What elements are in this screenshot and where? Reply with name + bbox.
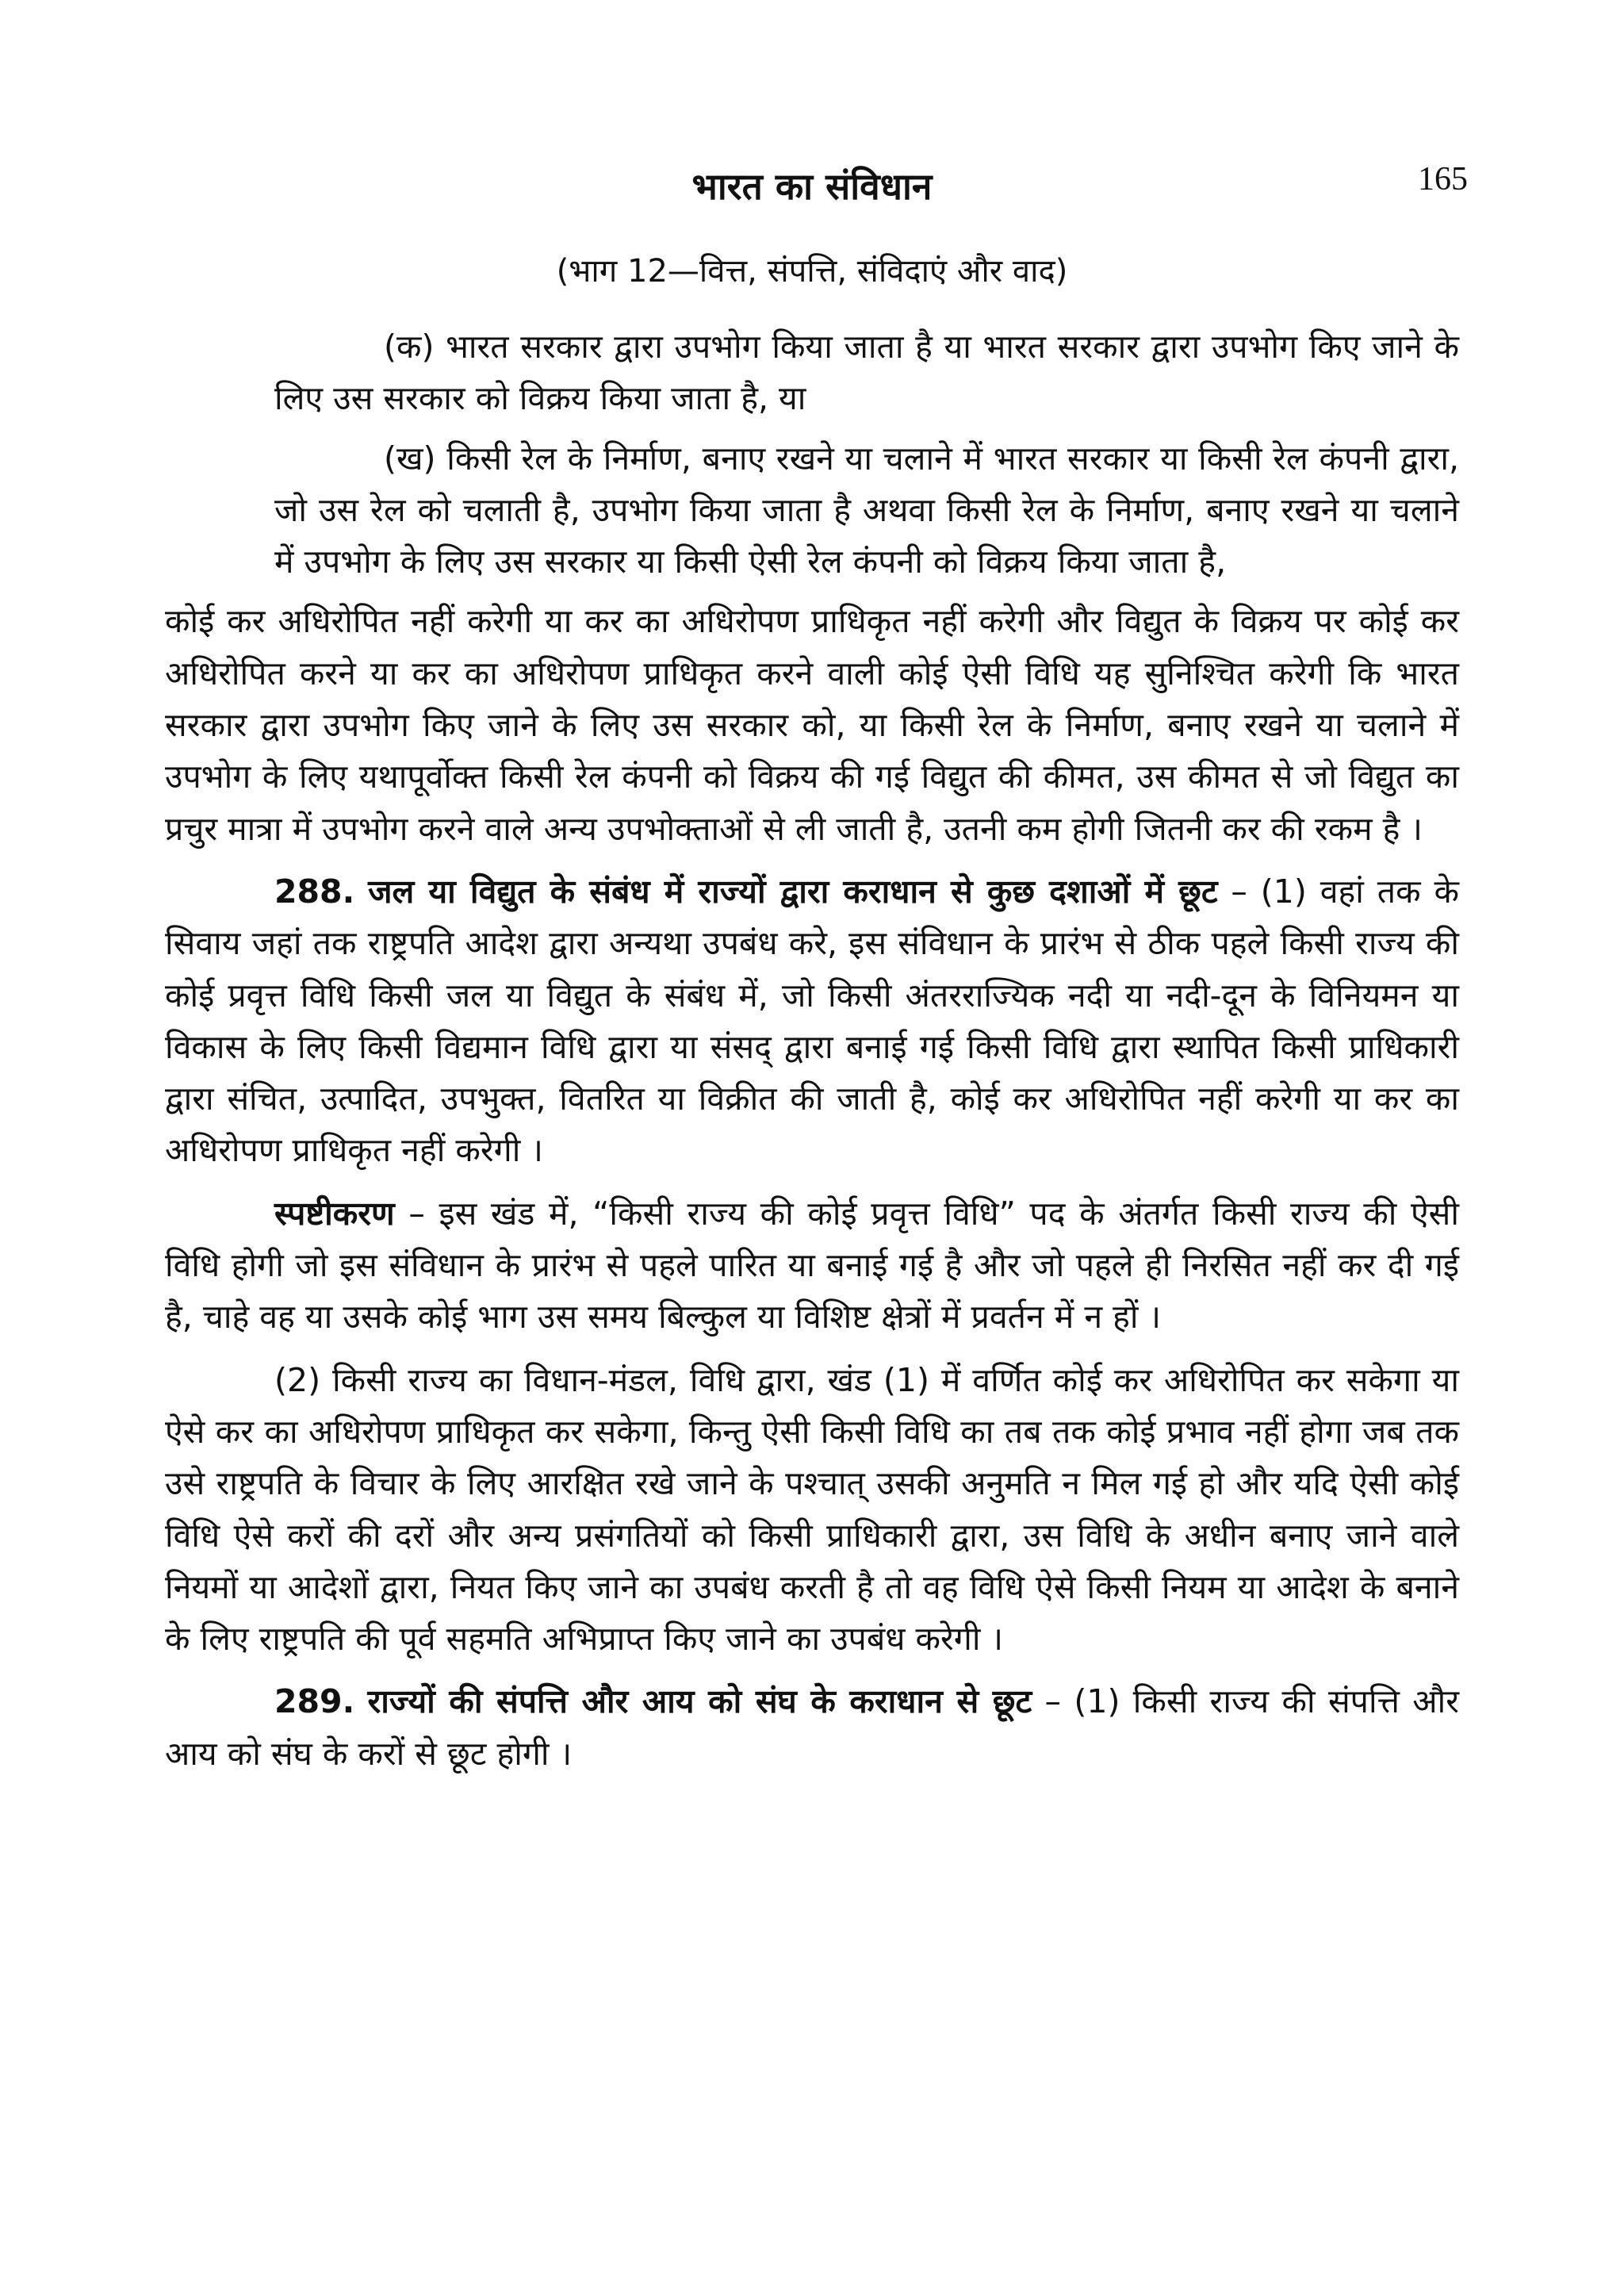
clause-ka: (क) भारत सरकार द्वारा उपभोग किया जाता है या भारत सरकार द्वारा उपभोग किए जाने के लिए उस सरकार को विक्रय किया जाता है, या xyxy=(274,328,1459,418)
page-number: 165 xyxy=(1418,161,1468,197)
clause-288-2: (2) किसी राज्य का विधान-मंडल, विधि द्वारा, खंड (1) में वर्णित कोई कर अधिरोपित कर सकेगा या ऐसे कर का अधिरोपण प्राधिकृत कर सकेगा, किन्तु ऐसी किसी विधि का तब तक कोई प्रभाव नहीं होगा जब तक उसे राष्ट्रपति के विचार के लिए आरक्षित रखे जाने के पश्चात् उसकी अनुमति न मिल गई हो और यदि ऐसी कोई विधि ऐसे करों की दरों और अन्य प्रसंगतियों को किसी प्राधिकारी द्वारा, उस विधि के अधीन बनाए जाने वाले नियमों या आदेशों द्वारा, नियत किए जाने का उपबंध करती है तो वह विधि ऐसे किसी नियम या आदेश के बनाने के लिए राष्ट्रपति की पूर्व सहमति अभिप्राप्त किए जाने का उपबंध करेगी । xyxy=(165,1360,1459,1659)
section-288-text: (1) वहां तक के सिवाय जहां तक राष्ट्रपति आदेश द्वारा अन्यथा उपबंध करे, इस संविधान के प्रारंभ से ठीक पहले किसी राज्य की कोई प्रवृत्त विधि किसी जल या विद्युत के संबंध में, जो किसी अंतरराज्यिक नदी या नदी-दून के विनियमन या विकास के लिए किसी विद्यमान विधि द्वारा या संसद् द्वारा बनाई गई किसी विधि द्वारा स्थापित किसी प्राधिकारी द्वारा संचित, उत्पादित, उपभुक्त, वितरित या विक्रीत की जाती है, कोई कर अधिरोपित नहीं करेगी या कर का अधिरोपण प्राधिकृत नहीं करेगी । xyxy=(165,872,1460,1170)
explanation-label: स्पष्टीकरण xyxy=(274,1194,395,1233)
section-288-number: 288. xyxy=(274,872,355,911)
continuation-paragraph: कोई कर अधिरोपित नहीं करेगी या कर का अधिरोपण प्राधिकृत नहीं करेगी और विद्युत के विक्रय पर कोई कर अधिरोपित करने या कर का अधिरोपण प्राधिकृत करने वाली कोई ऐसी विधि यह सुनिश्चित करेगी कि भारत सरकार द्वारा उपभोग किए जाने के लिए उस सरकार को, या किसी रेल के निर्माण, बनाए रखने या चलाने में उपभोग के लिए यथापूर्वोक्त किसी रेल कंपनी को विक्रय की गई विद्युत की कीमत, उस कीमत से जो विद्युत का प्रचुर मात्रा में उपभोग करने वाले अन्य उपभोक्ताओं से ली जाती है, उतनी कम होगी जितनी कर की रकम है । xyxy=(165,602,1459,848)
section-289 xyxy=(165,1676,1459,1780)
document-title: भारत का संविधान xyxy=(691,165,933,208)
section-289-title: राज्यों की संपत्ति और आय को संघ के कराधान से छूट xyxy=(367,1682,1032,1721)
explanation-text: इस खंड में, “किसी राज्य की कोई प्रवृत्त विधि” पद के अंतर्गत किसी राज्य की ऐसी विधि होगी जो इस संविधान के प्रारंभ से पहले पारित या बनाई गई है और जो पहले ही निरसित नहीं कर दी गई है, चाहे वह या उसके कोई भाग उस समय बिल्कुल या विशिष्ट क्षेत्रों में प्रवर्तन में न हों । xyxy=(165,1194,1459,1336)
clause-kha: (ख) किसी रेल के निर्माण, बनाए रखने या चलाने में भारत सरकार या किसी रेल कंपनी द्वारा, जो उस रेल को चलाती है, उपभोग किया जाता है अथवा किसी रेल के निर्माण, बनाए रखने या चलाने में उपभोग के लिए उस सरकार या किसी ऐसी रेल कंपनी को विक्रय किया जाता है, xyxy=(274,439,1459,581)
explanation-dash: – xyxy=(394,1194,439,1233)
section-288-title: जल या विद्युत के संबंध में राज्यों द्वारा कराधान से कुछ दशाओं में छूट xyxy=(368,872,1218,911)
document-body xyxy=(165,321,1459,1780)
section-289-text: (1) किसी राज्य की संपत्ति और आय को संघ के करों से छूट होगी । xyxy=(165,1682,1459,1773)
explanation-paragraph xyxy=(165,1188,1459,1344)
section-288-dash: – xyxy=(1217,872,1261,911)
section-288 xyxy=(165,866,1459,1177)
document-subtitle: (भाग 12—वित्त, संपत्ति, संविदाएं और वाद) xyxy=(556,253,1068,290)
section-289-dash: – xyxy=(1032,1682,1074,1721)
section-289-number: 289. xyxy=(274,1682,355,1721)
